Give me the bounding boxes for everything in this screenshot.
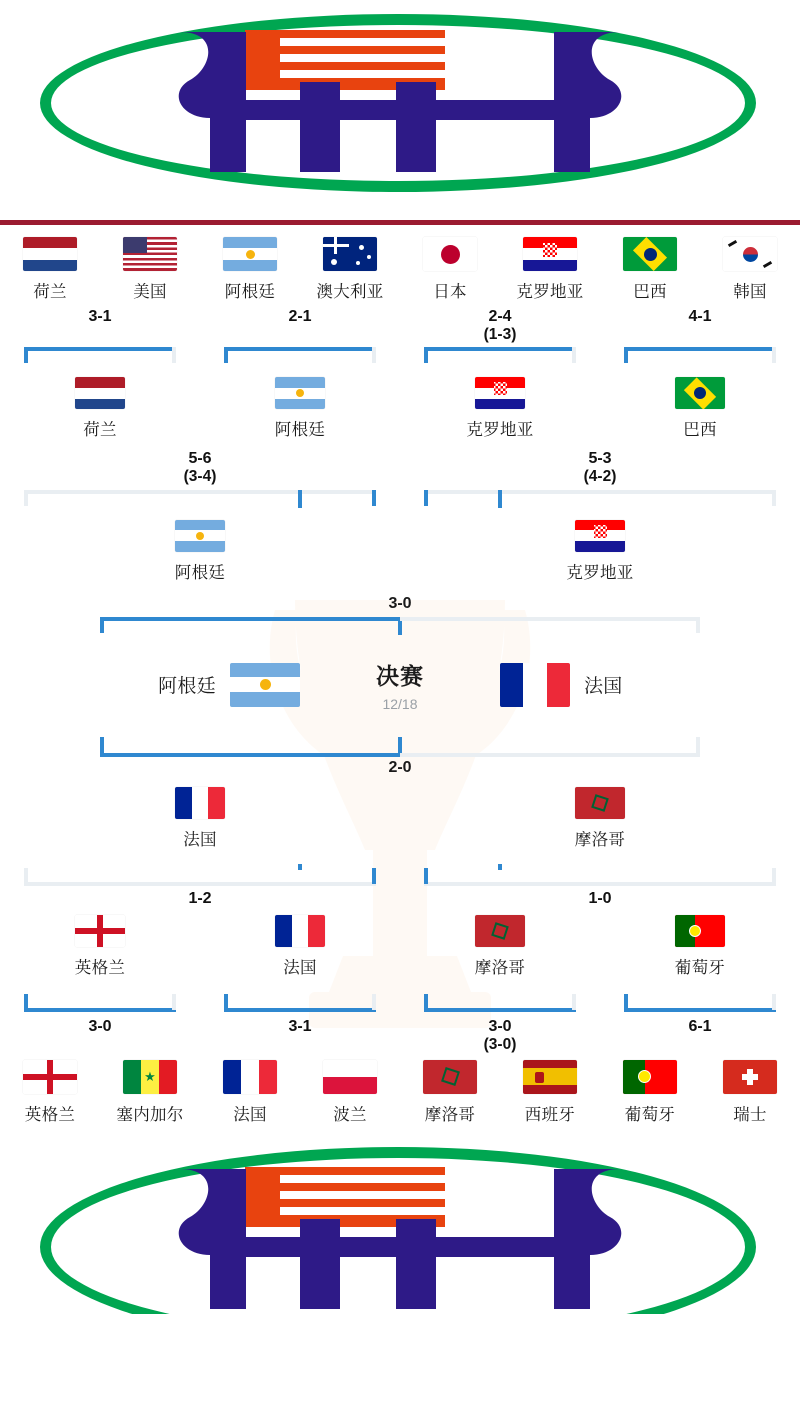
team-cell: [300, 1060, 400, 1125]
team-cell: [0, 237, 100, 302]
team-name: 英格兰: [74, 959, 126, 978]
lower-sf-score: 2-0: [388, 758, 412, 776]
knockout-bracket: [0, 225, 800, 1129]
match-score: 2-1: [288, 308, 312, 325]
match-score: 4-1: [688, 308, 712, 325]
team-name: 克罗地亚: [466, 421, 534, 440]
team-cell: [200, 237, 300, 302]
flag-argentina: [230, 663, 300, 707]
flag-england: [75, 915, 125, 947]
match-score: 6-1: [688, 1018, 712, 1036]
flag-argentina: [175, 520, 225, 552]
team-cell: [300, 237, 400, 302]
header-logo-band: [0, 0, 800, 220]
final-match-row: [0, 637, 800, 733]
lower-r16-teams-row: [0, 1060, 800, 1125]
flag-portugal: [623, 1060, 677, 1094]
team-cell: [0, 377, 200, 440]
team-name: 塞内加尔: [116, 1105, 184, 1124]
team-cell: [700, 1060, 800, 1125]
team-name: 荷兰: [33, 283, 67, 301]
upper-sf-score: 3-0: [388, 594, 412, 612]
team-name: 阿根廷: [224, 283, 276, 301]
final-left-team: [0, 663, 300, 707]
team-name: 摩洛哥: [424, 1105, 476, 1124]
bracket-connector: [400, 864, 800, 888]
team-name: 英格兰: [24, 1105, 76, 1124]
flag-croatia: [575, 520, 625, 552]
team-name: 日本: [433, 283, 467, 301]
lower-qf-teams-row: [0, 915, 800, 978]
team-name: 阿根廷: [174, 563, 226, 582]
team-name: 葡萄牙: [624, 1105, 676, 1124]
team-cell: [400, 915, 600, 978]
team-cell: [600, 1060, 700, 1125]
team-cell: [100, 237, 200, 302]
flag-switzerland: [723, 1060, 777, 1094]
team-cell: [200, 915, 400, 978]
flag-france: [500, 663, 570, 707]
lower-qf-scores: [0, 890, 800, 908]
footer-logo-band: [0, 1129, 800, 1314]
match-score: 3-0 (3-0): [483, 1018, 517, 1054]
team-name: 巴西: [633, 283, 667, 301]
team-name: 荷兰: [83, 421, 117, 440]
bracket-connector: [400, 737, 800, 757]
bracket-connector: [400, 490, 800, 514]
bracket-connector: [400, 992, 600, 1014]
lower-sf-teams-row: [0, 787, 800, 850]
team-cell: [200, 377, 400, 440]
lower-r16-connectors: [0, 992, 800, 1014]
flag-morocco: [575, 787, 625, 819]
team-name: 克罗地亚: [566, 563, 634, 582]
final-right-team: [500, 663, 800, 707]
flag-portugal: [675, 915, 725, 947]
bracket-connector: [0, 737, 400, 757]
team-cell: [400, 787, 800, 850]
upper-r16-scores: [0, 308, 800, 343]
team-cell: [0, 520, 400, 583]
bracket-connector: [0, 347, 200, 369]
final-label: [300, 658, 500, 712]
team-cell: [200, 1060, 300, 1125]
flag-japan: [423, 237, 477, 271]
bracket-connector: [600, 347, 800, 369]
team-name: 韩国: [733, 283, 767, 301]
flag-brazil: [623, 237, 677, 271]
flag-argentina: [223, 237, 277, 271]
match-score: 3-0: [88, 1018, 112, 1036]
team-name: 巴西: [683, 421, 717, 440]
match-score: 2-4 (1-3): [483, 308, 517, 343]
lower-r16-scores: [0, 1018, 800, 1053]
team-cell: [0, 787, 400, 850]
lower-qf-connectors: [0, 864, 800, 888]
team-cell: [700, 237, 800, 302]
flag-australia: [323, 237, 377, 271]
team-name: 摩洛哥: [574, 830, 626, 849]
bracket-connector: [0, 864, 400, 888]
team-cell: [100, 1060, 200, 1125]
flag-usa: [123, 237, 177, 271]
bracket-connector: [200, 992, 400, 1014]
upper-qf-teams-row: [0, 377, 800, 440]
team-name: 法国: [183, 830, 217, 849]
bracket-connector: [600, 992, 800, 1014]
team-name: 法国: [584, 676, 623, 698]
team-name: 克罗地亚: [516, 283, 584, 301]
match-score: 1-2: [188, 889, 212, 907]
flag-brazil: [675, 377, 725, 409]
lower-sf-connectors: [0, 737, 800, 757]
team-name: 西班牙: [524, 1105, 576, 1124]
team-name: 美国: [133, 283, 167, 301]
flag-england: [23, 1060, 77, 1094]
upper-qf-scores: [0, 450, 800, 485]
team-cell: [600, 377, 800, 440]
upper-r16-connectors: [0, 347, 800, 369]
upper-sf-connectors: [0, 617, 800, 637]
team-cell: [400, 1060, 500, 1125]
match-score: 5-6 (3-4): [183, 450, 217, 486]
team-cell: [600, 915, 800, 978]
bracket-connector: [0, 617, 400, 637]
tournament-logo-icon: [150, 22, 650, 182]
flag-netherlands: [23, 237, 77, 271]
flag-poland: [323, 1060, 377, 1094]
flag-netherlands: [75, 377, 125, 409]
team-cell: [0, 1060, 100, 1125]
team-name: 摩洛哥: [474, 959, 526, 978]
team-name: 法国: [233, 1105, 267, 1124]
team-cell: [400, 237, 500, 302]
team-cell: [0, 915, 200, 978]
match-score: 5-3 (4-2): [583, 450, 617, 486]
upper-sf-teams-row: [0, 520, 800, 583]
watermark-text: @体育那些事: [657, 1367, 766, 1386]
flag-argentina: [275, 377, 325, 409]
flag-senegal: ★: [123, 1060, 177, 1094]
flag-france: [175, 787, 225, 819]
bracket-connector: [400, 617, 800, 637]
team-name: 瑞士: [733, 1105, 767, 1124]
bracket-connector: [0, 992, 200, 1014]
team-cell: [400, 377, 600, 440]
flag-morocco: [475, 915, 525, 947]
final-date: 12/18: [382, 695, 418, 712]
flag-spain: [523, 1060, 577, 1094]
team-name: 葡萄牙: [674, 959, 726, 978]
flag-croatia: [475, 377, 525, 409]
team-name: 波兰: [333, 1105, 367, 1124]
bracket-connector: [200, 347, 400, 369]
bracket-connector: [400, 347, 600, 369]
flag-morocco: [423, 1060, 477, 1094]
flag-southkorea: [723, 237, 777, 271]
team-name: 阿根廷: [158, 676, 216, 698]
flag-france: [223, 1060, 277, 1094]
final-title: 决赛: [376, 662, 424, 689]
team-name: 法国: [283, 959, 317, 978]
team-name: 阿根廷: [274, 421, 326, 440]
team-cell: [500, 237, 600, 302]
match-score: 3-1: [88, 308, 112, 325]
match-score: 3-1: [288, 1018, 312, 1036]
team-cell: [500, 1060, 600, 1125]
tournament-logo-icon: [150, 1159, 650, 1314]
team-cell: [400, 520, 800, 583]
upper-r16-teams-row: [0, 237, 800, 302]
match-score: 1-0: [588, 889, 612, 907]
flag-croatia: [523, 237, 577, 271]
team-cell: [600, 237, 700, 302]
upper-qf-connectors: [0, 490, 800, 514]
bracket-connector: [0, 490, 400, 514]
team-name: 澳大利亚: [316, 283, 384, 301]
flag-france: [275, 915, 325, 947]
